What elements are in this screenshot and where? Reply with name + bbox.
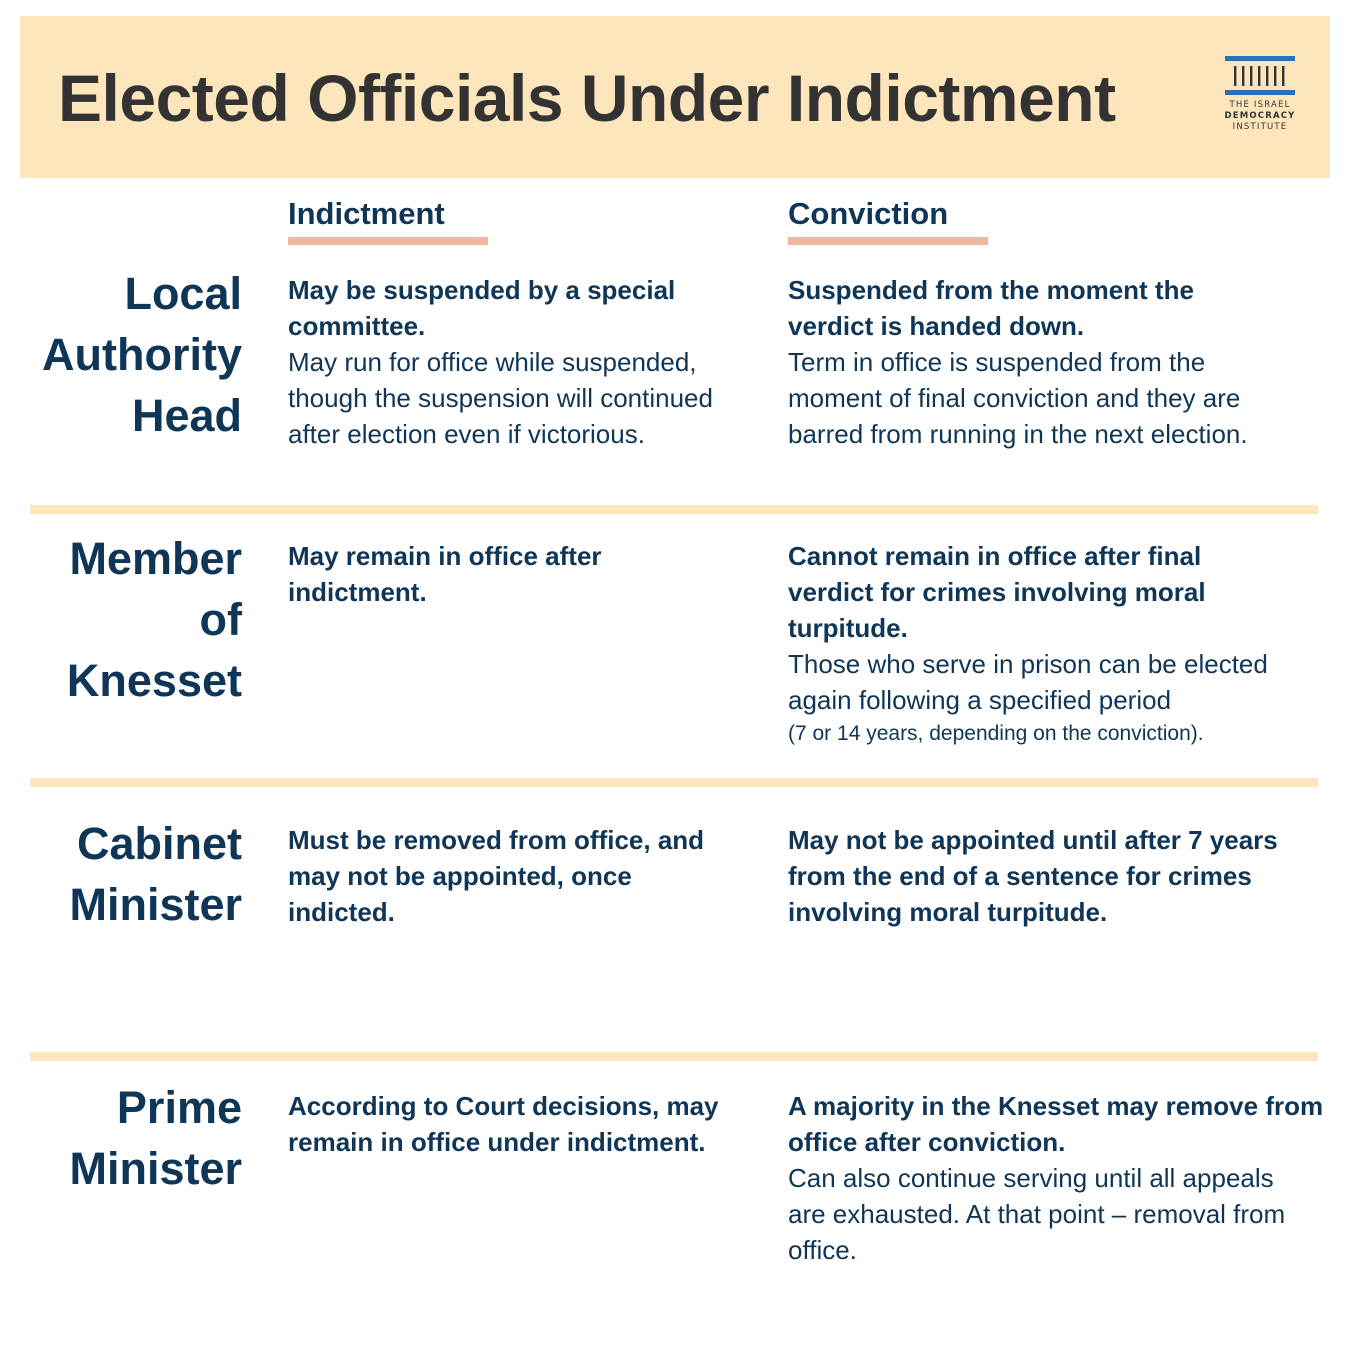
cell-cabinet-indictment: Must be removed from office, and may not be appointed, once indicted. xyxy=(288,825,705,927)
page-title: Elected Officials Under Indictment xyxy=(58,61,1116,135)
column-header-conviction: Conviction xyxy=(788,196,949,231)
row-divider xyxy=(30,778,1318,787)
column-underline-indictment xyxy=(288,237,488,245)
pillars-icon xyxy=(1225,56,1295,96)
row-label-member-of-knesset: Member of Knesset xyxy=(66,533,242,706)
institute-logo xyxy=(1220,56,1300,133)
logo-text-line-2: DEMOCRACY xyxy=(1224,111,1296,121)
cell-local-authority-indictment: May be suspended by a special committee. May run for office while suspended, though the suspension will continued after election even if victorious. xyxy=(288,275,713,449)
row-label-cabinet-minister: Cabinet Minister xyxy=(69,818,242,930)
logo-text-line-1: THE ISRAEL xyxy=(1229,100,1291,110)
cell-prime-minister-indictment: According to Court decisions, may remain in office under indictment. xyxy=(288,1091,719,1157)
cell-cabinet-conviction: May not be appointed until after 7 years from the end of a sentence for crimes involving moral turpitude. xyxy=(788,825,1278,927)
row-divider xyxy=(30,1052,1318,1061)
column-header-indictment: Indictment xyxy=(288,196,445,231)
row-divider xyxy=(30,505,1318,514)
cell-prime-minister-conviction: A majority in the Knesset may remove from office after conviction. Can also continue serving until all appeals are exhausted. At that point – removal from office. xyxy=(788,1091,1324,1265)
row-label-prime-minister: Prime Minister xyxy=(69,1082,242,1194)
cell-knesset-conviction: Cannot remain in office after final verdict for crimes involving moral turpitude. Those who serve in prison can be elected again following a specified period (7 or 14 years, depending on the conviction). xyxy=(788,541,1268,745)
row-label-local-authority-head: Local Authority Head xyxy=(42,268,242,441)
logo-text-line-3: INSTITUTE xyxy=(1232,122,1288,132)
header-banner xyxy=(20,16,1330,178)
cell-knesset-indictment: May remain in office after indictment. xyxy=(288,541,602,607)
column-underline-conviction xyxy=(788,237,988,245)
cell-local-authority-conviction: Suspended from the moment the verdict is handed down. Term in office is suspended from the moment of final conviction and they are barred from running in the next election. xyxy=(788,275,1248,449)
